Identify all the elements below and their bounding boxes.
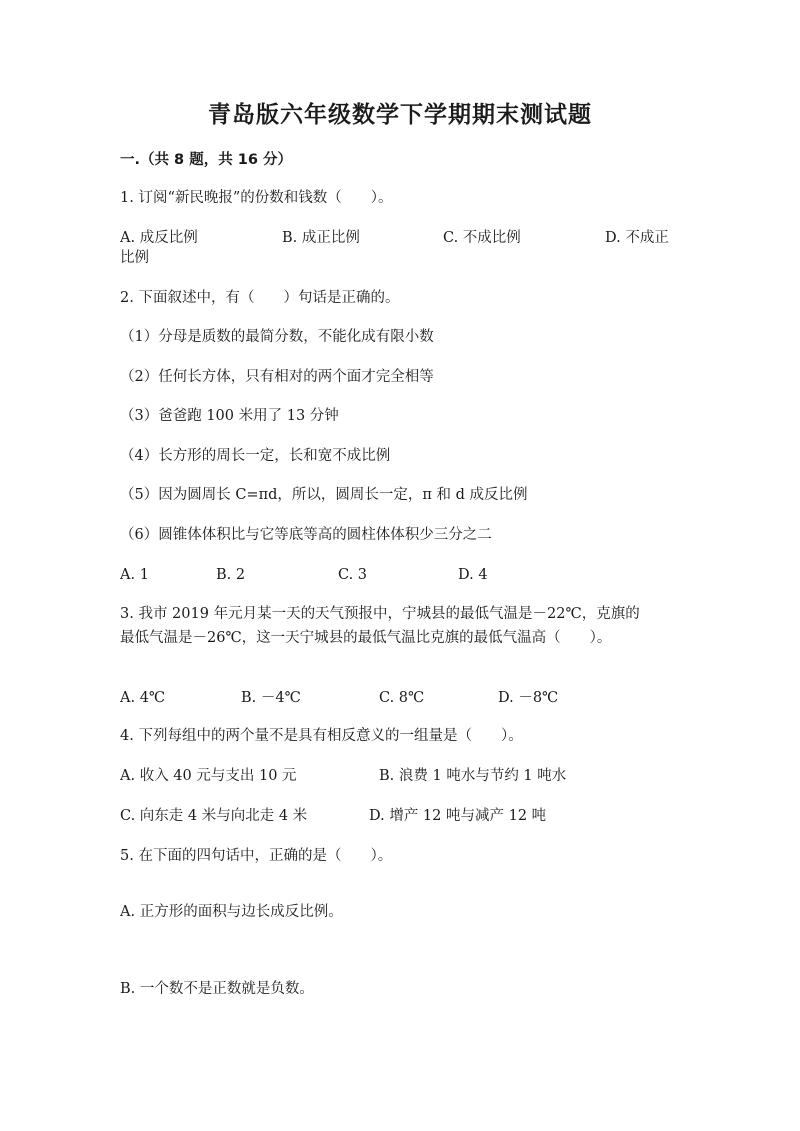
question-4-stem: 4. 下列每组中的两个量不是具有相反意义的一组量是（ ）。 bbox=[120, 728, 523, 744]
page-title: 青岛版六年级数学下学期期末测试题 bbox=[208, 102, 592, 128]
q1-option-d: D. 不成正 bbox=[605, 230, 669, 246]
q2-option-c: C. 3 bbox=[338, 567, 368, 583]
question-3-stem-line2: 最低气温是－26℃，这一天宁城县的最低气温比克旗的最低气温高（ ）。 bbox=[120, 630, 612, 646]
q4-option-c: C. 向东走 4 米与向北走 4 米 bbox=[120, 808, 308, 824]
q2-statement-5: （5）因为圆周长 C=πd，所以，圆周长一定，π 和 d 成反比例 bbox=[120, 487, 528, 503]
q2-statement-4: （4）长方形的周长一定，长和宽不成比例 bbox=[120, 448, 391, 464]
q4-option-a: A. 收入 40 元与支出 10 元 bbox=[120, 768, 297, 784]
q4-option-b: B. 浪费 1 吨水与节约 1 吨水 bbox=[379, 768, 567, 784]
q1-option-b: B. 成正比例 bbox=[282, 230, 360, 246]
q2-option-a: A. 1 bbox=[120, 567, 149, 583]
q3-option-d: D. －8℃ bbox=[498, 690, 559, 706]
q3-option-b: B. －4℃ bbox=[241, 690, 301, 706]
q2-statement-6: （6）圆锥体体积比与它等底等高的圆柱体体积少三分之二 bbox=[120, 527, 492, 543]
q2-statement-3: （3）爸爸跑 100 米用了 13 分钟 bbox=[120, 408, 339, 424]
q4-option-d: D. 增产 12 吨与减产 12 吨 bbox=[369, 808, 547, 824]
q3-option-c: C. 8℃ bbox=[379, 690, 425, 706]
q2-option-b: B. 2 bbox=[216, 567, 246, 583]
q3-option-a: A. 4℃ bbox=[120, 690, 166, 706]
question-5-stem: 5. 在下面的四句话中，正确的是（ ）。 bbox=[120, 848, 393, 864]
q5-option-a: A. 正方形的面积与边长成反比例。 bbox=[120, 904, 343, 920]
question-1-stem: 1. 订阅“新民晚报”的份数和钱数（ ）。 bbox=[120, 190, 393, 206]
q1-option-a: A. 成反比例 bbox=[120, 230, 198, 246]
q1-option-c: C. 不成比例 bbox=[443, 230, 521, 246]
q2-statement-2: （2）任何长方体，只有相对的两个面才完全相等 bbox=[120, 369, 434, 385]
question-3-stem-line1: 3. 我市 2019 年元月某一天的天气预报中，宁城县的最低气温是－22℃，克旗的 bbox=[120, 606, 640, 622]
q1-option-d-wrap: 比例 bbox=[120, 250, 149, 266]
q2-option-d: D. 4 bbox=[458, 567, 488, 583]
q2-statement-1: （1）分母是质数的最简分数，不能化成有限小数 bbox=[120, 329, 434, 345]
section-heading: 一.（共 8 题，共 16 分） bbox=[120, 152, 292, 168]
q5-option-b: B. 一个数不是正数就是负数。 bbox=[120, 981, 314, 997]
question-2-stem: 2. 下面叙述中，有（ ）句话是正确的。 bbox=[120, 290, 400, 306]
